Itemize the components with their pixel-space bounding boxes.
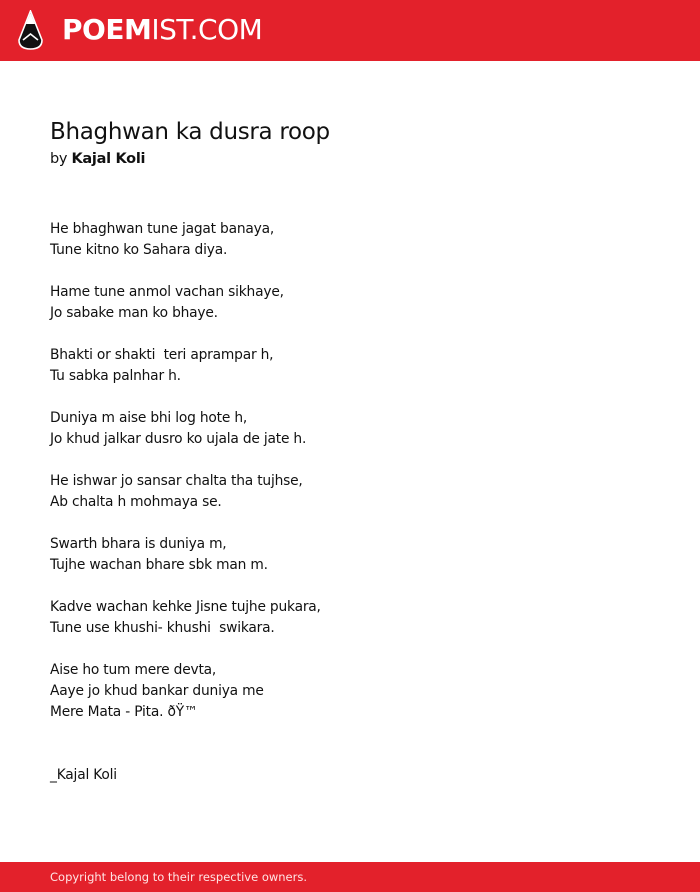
poem-line: Tujhe wachan bhare sbk man m.	[50, 557, 268, 573]
poem-line: He ishwar jo sansar chalta tha tujhse,	[50, 473, 303, 489]
poem-line: Tune kitno ko Sahara diya.	[50, 242, 228, 258]
site-footer	[0, 862, 700, 892]
poem-stanza	[50, 282, 670, 324]
poem-line: Aaye jo khud bankar duniya me	[50, 683, 264, 699]
poem-line: Tu sabka palnhar h.	[50, 368, 181, 384]
poem-line: Hame tune anmol vachan sikhaye,	[50, 284, 284, 300]
poem-line: Swarth bhara is duniya m,	[50, 536, 227, 552]
poem-stanza	[50, 471, 670, 513]
copyright-text: Copyright belong to their respective owners.	[50, 870, 308, 884]
logo-bold-text: POEM	[62, 13, 152, 46]
poem-line: Tune use khushi- khushi swikara.	[50, 620, 275, 636]
author-name: Kajal Koli	[71, 151, 146, 167]
poem-stanza	[50, 345, 670, 387]
poem-stanza	[50, 534, 670, 576]
site-logo[interactable]	[62, 12, 262, 48]
poem-stanza	[50, 597, 670, 639]
poem-line: Aise ho tum mere devta,	[50, 662, 217, 678]
poem-line: Mere Mata - Pita. ðŸ™	[50, 704, 198, 720]
poem-line: Duniya m aise bhi log hote h,	[50, 410, 248, 426]
by-label: by	[50, 151, 68, 167]
poem-line: Jo sabake man ko bhaye.	[50, 305, 218, 321]
poem-line: Bhakti or shakti teri aprampar h,	[50, 347, 274, 363]
logo-light-text: IST.COM	[151, 13, 263, 46]
site-header	[0, 0, 700, 61]
poem-line: Jo khud jalkar dusro ko ujala de jate h.	[50, 431, 307, 447]
poem-line: He bhaghwan tune jagat banaya,	[50, 221, 275, 237]
poem-stanza	[50, 660, 670, 723]
poem-signature: _Kajal Koli	[50, 767, 117, 783]
poem-title: Bhaghwan ka dusra roop	[50, 119, 330, 145]
pencil-tip-icon[interactable]	[18, 10, 43, 50]
poem-stanza	[50, 408, 670, 450]
poem-body	[50, 219, 670, 744]
byline	[50, 148, 145, 170]
poem-stanza	[50, 219, 670, 261]
poem-line: Kadve wachan kehke Jisne tujhe pukara,	[50, 599, 321, 615]
poem-line: Ab chalta h mohmaya se.	[50, 494, 222, 510]
